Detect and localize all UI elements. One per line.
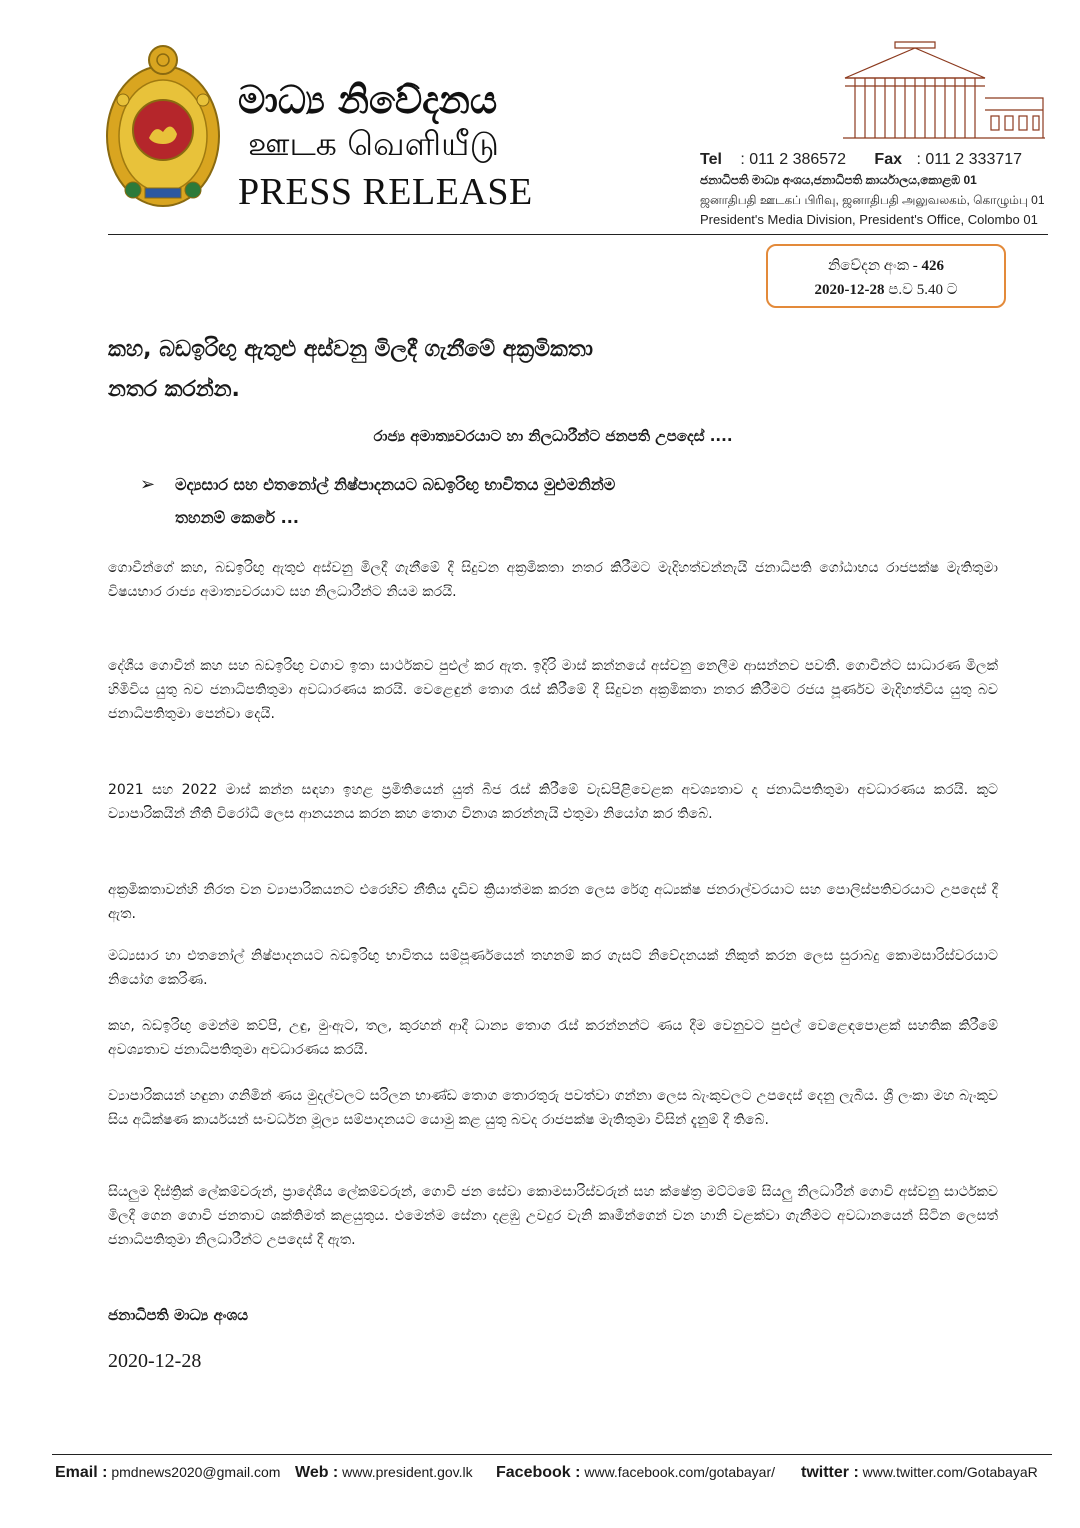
tel-label: Tel	[700, 151, 722, 168]
email-link[interactable]: pmdnews2020@gmail.com	[111, 1464, 281, 1480]
building-icon	[835, 38, 1047, 142]
paragraph-2: දේශීය ගොවීන් කහ සහ බඩඉරිඟු වගාව ඉතා සාර්ථකව පුළුල් කර ඇත. ඉදිරි මාස් කන්නයේ අස්වනු නෙලීම ආසන්නව පවතී. ගොවීන්ට සාධාරණ මිලක් හිමිවිය යුතු බව ජනාධිපතිතුමා අවධාරණය කරයි. වෙළෙඳුන් තොග රැස් කිරීමේ දී සිදුවන අක්‍රමිකතා නතර කිරීමට රජය පූර්ණව මැදිහත්විය යුතු බව ජනාධිපතිතුමා පෙන්වා දෙයි.	[108, 658, 998, 722]
reference-time: ප.ව 5.40 ට	[888, 282, 958, 298]
footer-email	[55, 1464, 280, 1482]
release-titles	[238, 78, 533, 214]
paragraph-6: කහ, බඩඉරිඟු මෙන්ම කව්පි, උඳු, මුංඇට, තල, කුරහන් ආදී ධාන්‍ය තොග රැස් කරන්නන්ට ණය දීම වෙනුවට පුළුල් වෙළෙඳපොළක් සහතික කිරීමේ අවශ්‍යතාව ජනාධිපතිතුමා අවධාරණය කරයි.	[108, 1018, 998, 1058]
headline-line-2: නතර කරන්න.	[108, 377, 240, 402]
release-date: 2020-12-28	[108, 1350, 202, 1372]
title-english: PRESS RELEASE	[238, 171, 533, 213]
contact-block	[700, 150, 1055, 230]
paragraph-4: අක්‍රමිකතාවන්හි නිරත වන ව්‍යාපාරිකයනට එරෙහිව නීතිය දැඩිව ක්‍රියාත්මක කරන ලෙස රේගු අධ්‍යක්ෂ ජනරාල්වරයාට සහ පොලිස්පතිවරයාට උපදෙස් දී ඇත.	[108, 882, 998, 922]
address-english: President's Media Division, President's Office, Colombo 01	[700, 212, 1038, 227]
phone-line	[700, 150, 1055, 170]
address-tamil: ஜனாதிபதி ஊடகப் பிரிவு, ஜனாதிபதி அலுவலகம், கொழும்பு 01	[700, 193, 1045, 207]
paragraph-7: ව්‍යාපාරිකයන් හඳුනා ගනිමින් ණය මුදල්වලට සරිලන භාණ්ඩ තොග තොරතුරු පවත්වා ගන්නා ලෙස බැංකුවලට උපදෙස් දෙනු ලැබීය. ශ්‍රී ලංකා මහ බැංකුව සිය අධීක්ෂණ කාර්යයන් සංවර්ධන මූල්‍ය සම්පාදනයට යොමු කළ යුතු බවද රාජපක්ෂ මැතිතුමා විසින් දැනුම් දී තිබේ.	[108, 1088, 998, 1128]
fax-value: : 011 2 333717	[916, 151, 1023, 168]
headline	[108, 330, 988, 410]
bullet-line-2: තහනම් කෙරේ ...	[175, 508, 299, 527]
footer-twitter	[801, 1464, 1038, 1482]
reference-box	[766, 244, 1006, 308]
footer-facebook	[496, 1464, 775, 1482]
twitter-link[interactable]: www.twitter.com/GotabayaR	[862, 1464, 1038, 1480]
footer-web	[295, 1464, 473, 1482]
address-sinhala: ජනාධිපති මාධ්‍ය අංශය,ජනාධිපති කාර්යාලය,කොළඹ 01	[700, 173, 977, 187]
paragraph-3: 2021 සහ 2022 මාස් කන්න සඳහා ඉහළ ප්‍රමිතියෙන් යුත් බීජ රැස් කිරීමේ වැඩපිළිවෙළක අවශ්‍යතාව ද ජනාධිපතිතුමා අවධාරණය කරයි. කුට ව්‍යාපාරිකයින් නීති විරෝධී ලෙස ආනයනය කරන කහ තොග විනාශ කරන්නැයි එතුමා නියෝග කර තිබේ.	[108, 782, 998, 822]
national-emblem-icon	[103, 40, 223, 212]
paragraph-5: මධ්‍යසාර හා එතනෝල් නිෂ්පාදනයට බඩඉරිඟු භාවිතය සම්පූර්ණයෙන් තහනම් කර ගැසට් නිවේදනයක් නිකුත් කරන ලෙස සුරාබදු කොමසාරිස්වරයාට නියෝග කෙරිණ.	[108, 948, 998, 988]
reference-number-label: නිවේදන අංක -	[828, 258, 918, 274]
web-label: Web :	[295, 1464, 339, 1481]
title-sinhala: මාධ්‍ය නිවේදනය	[238, 78, 498, 122]
bullet-point	[140, 468, 860, 534]
twitter-label: twitter :	[801, 1464, 859, 1481]
footer-divider	[52, 1454, 1052, 1455]
facebook-link[interactable]: www.facebook.com/gotabayar/	[584, 1464, 776, 1480]
paragraph-8: සියලුම දිස්ත්‍රික් ලේකම්වරුන්, ප්‍රාදේශීය ලේකම්වරුන්, ගොවි ජන සේවා කොමසාරිස්වරුන් සහ ක්ෂේත්‍ර මට්ටමේ සියලු නිලධාරීන් ගොවි අස්වනු සාර්ථකව මිලදී ගෙන ගොවි ජනතාව ශක්තිමත් කළයුතුය. එමෙන්ම සේනා දළඹු උවදුර වැනි කෘමීන්ගෙන් වන හානි වළක්වා ගැනීමට අවධානයෙන් සිටින ලෙසත් ජනාධිපතිතුමා නිලධාරීන්ට උපදෙස් දී ඇත.	[108, 1184, 998, 1248]
web-link[interactable]: www.president.gov.lk	[342, 1464, 473, 1480]
tel-value: : 011 2 386572	[740, 151, 846, 168]
headline-line-1: කහ, බඩඉරිඟු ඇතුළු අස්වනු මිලදී ගැනීමේ අක්‍රමිකතා	[108, 337, 593, 362]
fax-label: Fax	[874, 151, 902, 168]
facebook-label: Facebook :	[496, 1464, 581, 1481]
reference-date: 2020-12-28	[814, 282, 885, 298]
paragraph-1: ගොවීන්ගේ කහ, බඩඉරිඟු ඇතුළු අස්වනු මිලදී ගැනීමේ දී සිදුවන අක්‍රමිකතා නතර කිරීමට මැදිහත්වන්නැයි ජනාධිපති ගෝඨාභය රාජපක්ෂ මැතිතුමා විෂයභාර රාජ්‍ය අමාත්‍යවරයාට සහ නිලධාරීන්ට නියම කරයි.	[108, 560, 998, 600]
bullet-line-1: මද්‍යසාර සහ එතනෝල් නිෂ්පාදනයට බඩඉරිඟු භාවිතය මුළුමනින්ම	[175, 475, 616, 494]
signoff: ජනාධිපති මාධ්‍ය අංශය	[108, 1306, 249, 1324]
title-tamil: ஊடக வெளியீடு	[248, 124, 499, 163]
email-label: Email :	[55, 1464, 108, 1481]
reference-number: 426	[921, 258, 944, 274]
arrow-bullet-icon: ➢	[140, 474, 156, 495]
header-divider	[108, 234, 1048, 235]
subtitle: රාජ්‍ය අමාත්‍යවරයාට හා නිලධාරීන්ට ජනපති උපදෙස් ....	[373, 427, 733, 445]
